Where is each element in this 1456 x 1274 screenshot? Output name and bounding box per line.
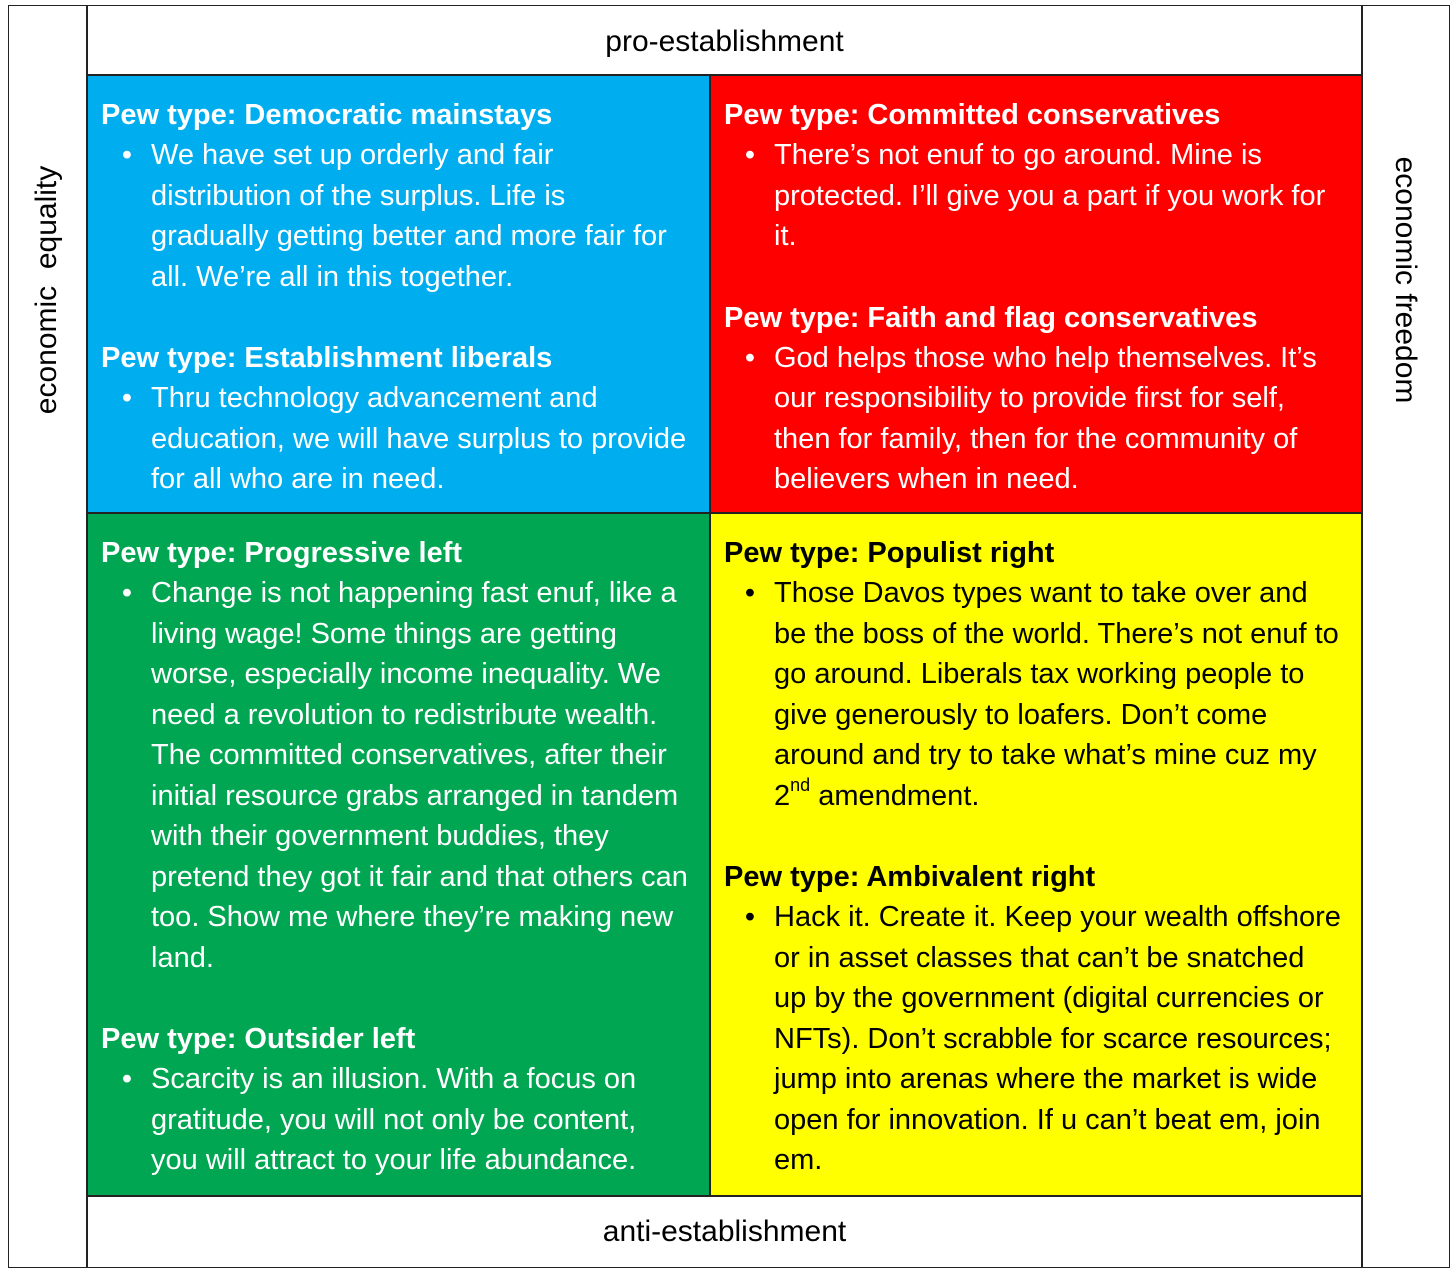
grid-line-right: [1361, 5, 1363, 1268]
list-item: [724, 338, 1348, 500]
grid-line-center-vertical: [709, 75, 711, 1196]
grid-line-left: [86, 5, 88, 1268]
ordinal-superscript: nd: [790, 774, 811, 795]
list-item: [101, 573, 696, 978]
pew-type-heading: Pew type: Faith and flag conservatives: [724, 301, 1258, 334]
list-item: [101, 1059, 696, 1181]
pew-type-heading: Pew type: Establishment liberals: [101, 342, 553, 374]
list-item: [724, 573, 1348, 816]
bullet-icon: •: [744, 139, 756, 171]
list-item: [724, 897, 1348, 1181]
bullet-icon: •: [744, 901, 756, 933]
axis-left-text: economic equality: [30, 165, 63, 415]
bullet-icon: •: [744, 577, 756, 609]
bullet-icon: •: [121, 577, 133, 609]
pew-type-heading: Pew type: Progressive left: [101, 537, 463, 569]
bullet-icon: •: [121, 1063, 133, 1095]
bullet-text: Thru technology advancement and education, we will have surplus to provide for all who are in need.: [151, 382, 687, 495]
pew-type-heading: Pew type: Outsider left: [101, 1023, 416, 1055]
bullet-text: There’s not enuf to go around. Mine is protected. I’ll give you a part if you work for it.: [774, 139, 1326, 252]
grid-line-top: [86, 74, 1363, 76]
quadrant-bottom-left: [87, 513, 710, 1196]
axis-top-label: pro-establishment: [605, 25, 844, 58]
axis-left-label: [32, 166, 62, 414]
quadrant-top-left: [87, 75, 710, 513]
bullet-text-part: Those Davos types want to take over and be the boss of the world. There’s not enuf to go around. Liberals tax working people to give generously to loafers. Don’t come around and try to take what’s mine cuz my 2: [774, 577, 1339, 812]
axis-right-label: economic freedom: [1389, 156, 1422, 404]
list-item: [101, 378, 696, 500]
bullet-text: [774, 573, 1348, 816]
bullet-text: Hack it. Create it. Keep your wealth offshore or in asset classes that can’t be snatched up by the government (digital currencies or NFTs). Don’t scrabble for scarce resources; jump into arenas where the market is wide open for innovation. If u can’t beat em, join em.: [774, 901, 1341, 1176]
grid-line-middle: [86, 512, 1363, 514]
pew-type-heading: Pew type: Democratic mainstays: [101, 99, 553, 131]
bullet-text-part: amendment.: [810, 779, 980, 812]
axis-bottom-label: anti-establishment: [602, 1215, 847, 1248]
quadrant-bottom-right: [710, 513, 1362, 1196]
bullet-text: Change is not happening fast enuf, like a living wage! Some things are getting worse, especially income inequality. We need a revolution to redistribute wealth. The committed conservatives, after their initial resource grabs arranged in tandem with their government buddies, they pretend they got it fair and that others can too. Show me where they’re making new land.: [151, 577, 688, 974]
list-item: [724, 135, 1348, 257]
bullet-icon: •: [744, 341, 756, 374]
bullet-icon: •: [121, 382, 133, 414]
quadrant-top-right: [710, 75, 1362, 513]
pew-type-heading: Pew type: Committed conservatives: [724, 99, 1221, 131]
pew-type-heading: Pew type: Populist right: [724, 537, 1055, 569]
bullet-text: Scarcity is an illusion. With a focus on gratitude, you will not only be content, you will attract to your life abundance.: [151, 1063, 637, 1176]
bullet-icon: •: [121, 139, 133, 171]
list-item: [101, 135, 696, 297]
pew-type-heading: Pew type: Ambivalent right: [724, 861, 1096, 893]
grid-line-bottom: [86, 1195, 1363, 1197]
bullet-text: We have set up orderly and fair distribution of the surplus. Life is gradually getting better and more fair for all. We’re all in this together.: [151, 139, 667, 293]
bullet-text: God helps those who help themselves. It’s our responsibility to provide first for self, then for family, then for the community of believers when in need.: [774, 341, 1317, 495]
